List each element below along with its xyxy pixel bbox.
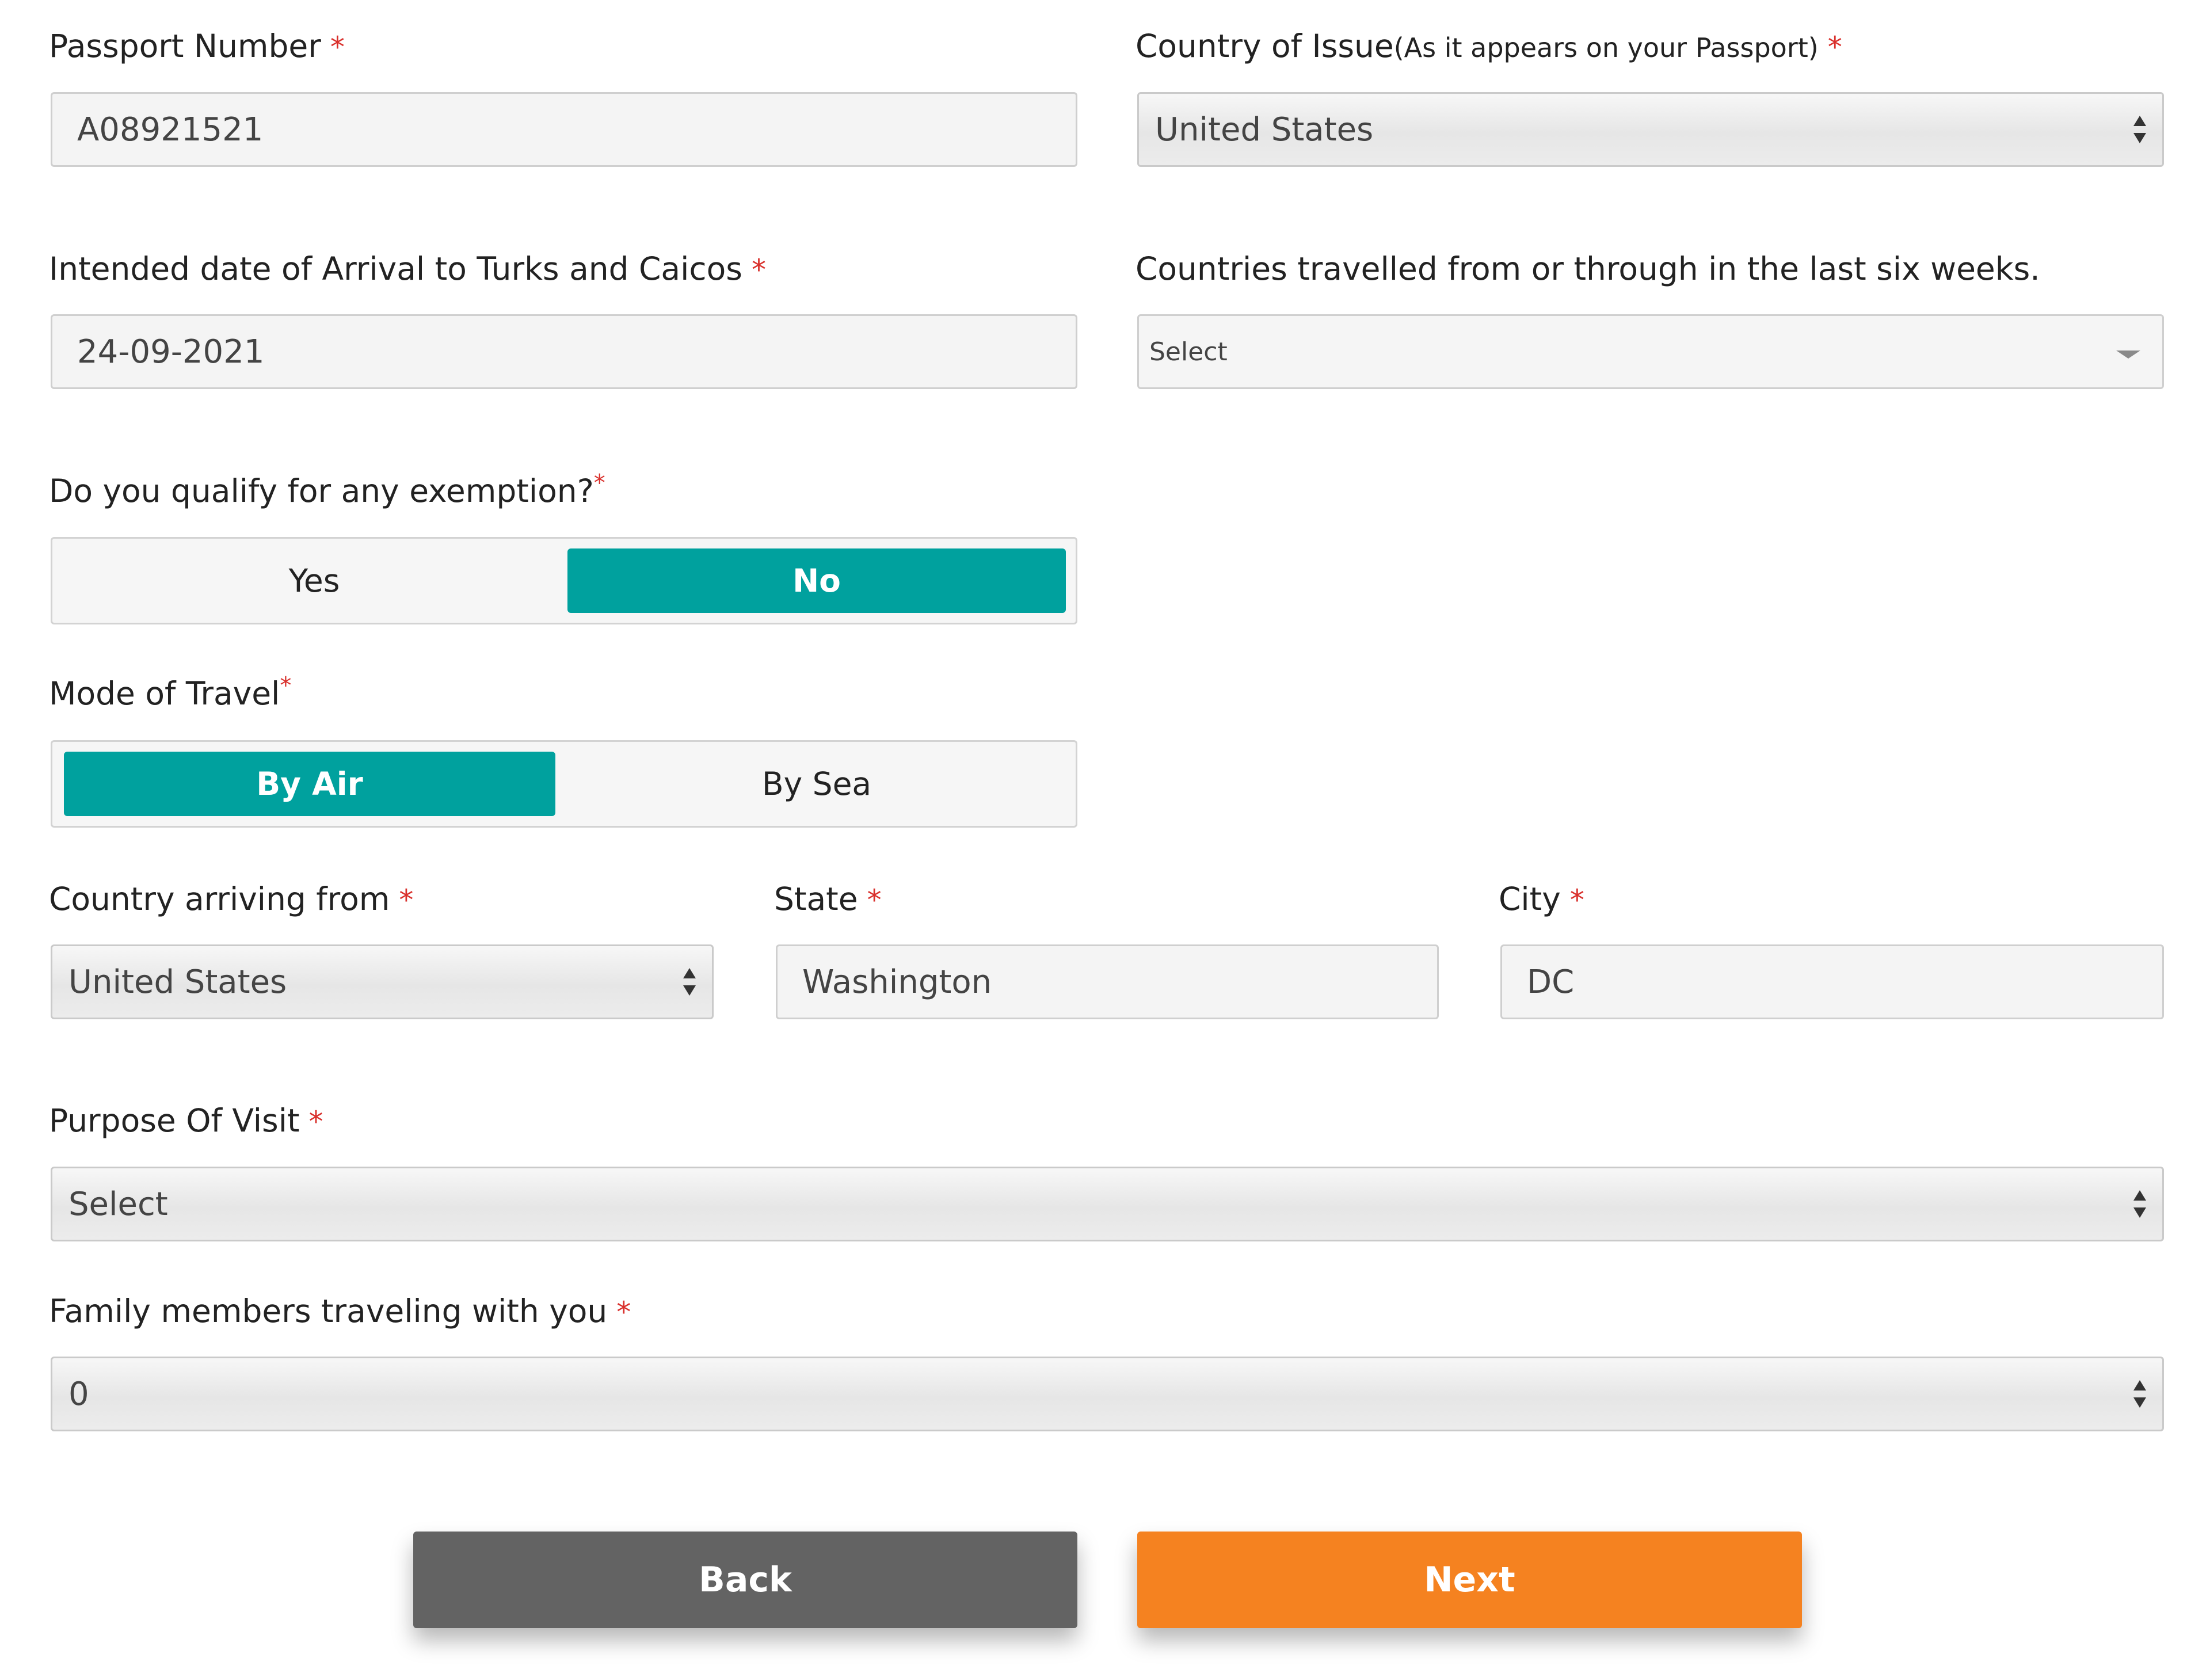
city-label: City * xyxy=(1499,881,1584,917)
country-arriving-from-select[interactable]: United States xyxy=(51,944,714,1019)
passport-number-input[interactable]: A08921521 xyxy=(51,92,1077,167)
state-input[interactable]: Washington xyxy=(776,944,1439,1019)
up-down-arrows-icon xyxy=(2132,1379,2147,1409)
next-button[interactable]: Next xyxy=(1137,1532,1802,1628)
state-label: State * xyxy=(774,881,882,917)
by-air-option[interactable]: By Air xyxy=(64,752,555,816)
up-down-arrows-icon xyxy=(682,967,697,997)
family-members-select[interactable]: 0 xyxy=(51,1357,2164,1431)
mode-of-travel-label: Mode of Travel* xyxy=(49,672,292,712)
arrival-date-input[interactable]: 24-09-2021 xyxy=(51,314,1077,389)
family-members-label: Family members traveling with you * xyxy=(49,1293,631,1329)
countries-travelled-select[interactable]: Select xyxy=(1137,314,2164,389)
passport-number-label: Passport Number * xyxy=(49,28,345,64)
caret-down-icon xyxy=(2116,351,2140,359)
exemption-no-option[interactable]: No xyxy=(567,548,1066,613)
by-sea-option[interactable]: By Sea xyxy=(761,765,872,802)
arrival-date-label: Intended date of Arrival to Turks and Caicos * xyxy=(49,250,766,287)
city-input[interactable]: DC xyxy=(1500,944,2164,1019)
purpose-of-visit-label: Purpose Of Visit * xyxy=(49,1102,323,1139)
countries-travelled-label: Countries travelled from or through in the last six weeks. xyxy=(1136,250,2040,287)
country-of-issue-select[interactable]: United States xyxy=(1137,92,2164,167)
country-of-issue-label: Country of Issue(As it appears on your Passport) * xyxy=(1136,28,1842,64)
exemption-yes-option[interactable]: Yes xyxy=(288,562,340,599)
exemption-label: Do you qualify for any exemption?* xyxy=(49,470,605,509)
country-arriving-from-label: Country arriving from * xyxy=(49,881,414,917)
up-down-arrows-icon xyxy=(2132,115,2147,144)
purpose-of-visit-select[interactable]: Select xyxy=(51,1167,2164,1241)
back-button[interactable]: Back xyxy=(413,1532,1077,1628)
exemption-toggle xyxy=(51,537,1077,624)
mode-of-travel-toggle xyxy=(51,740,1077,828)
up-down-arrows-icon xyxy=(2132,1189,2147,1219)
